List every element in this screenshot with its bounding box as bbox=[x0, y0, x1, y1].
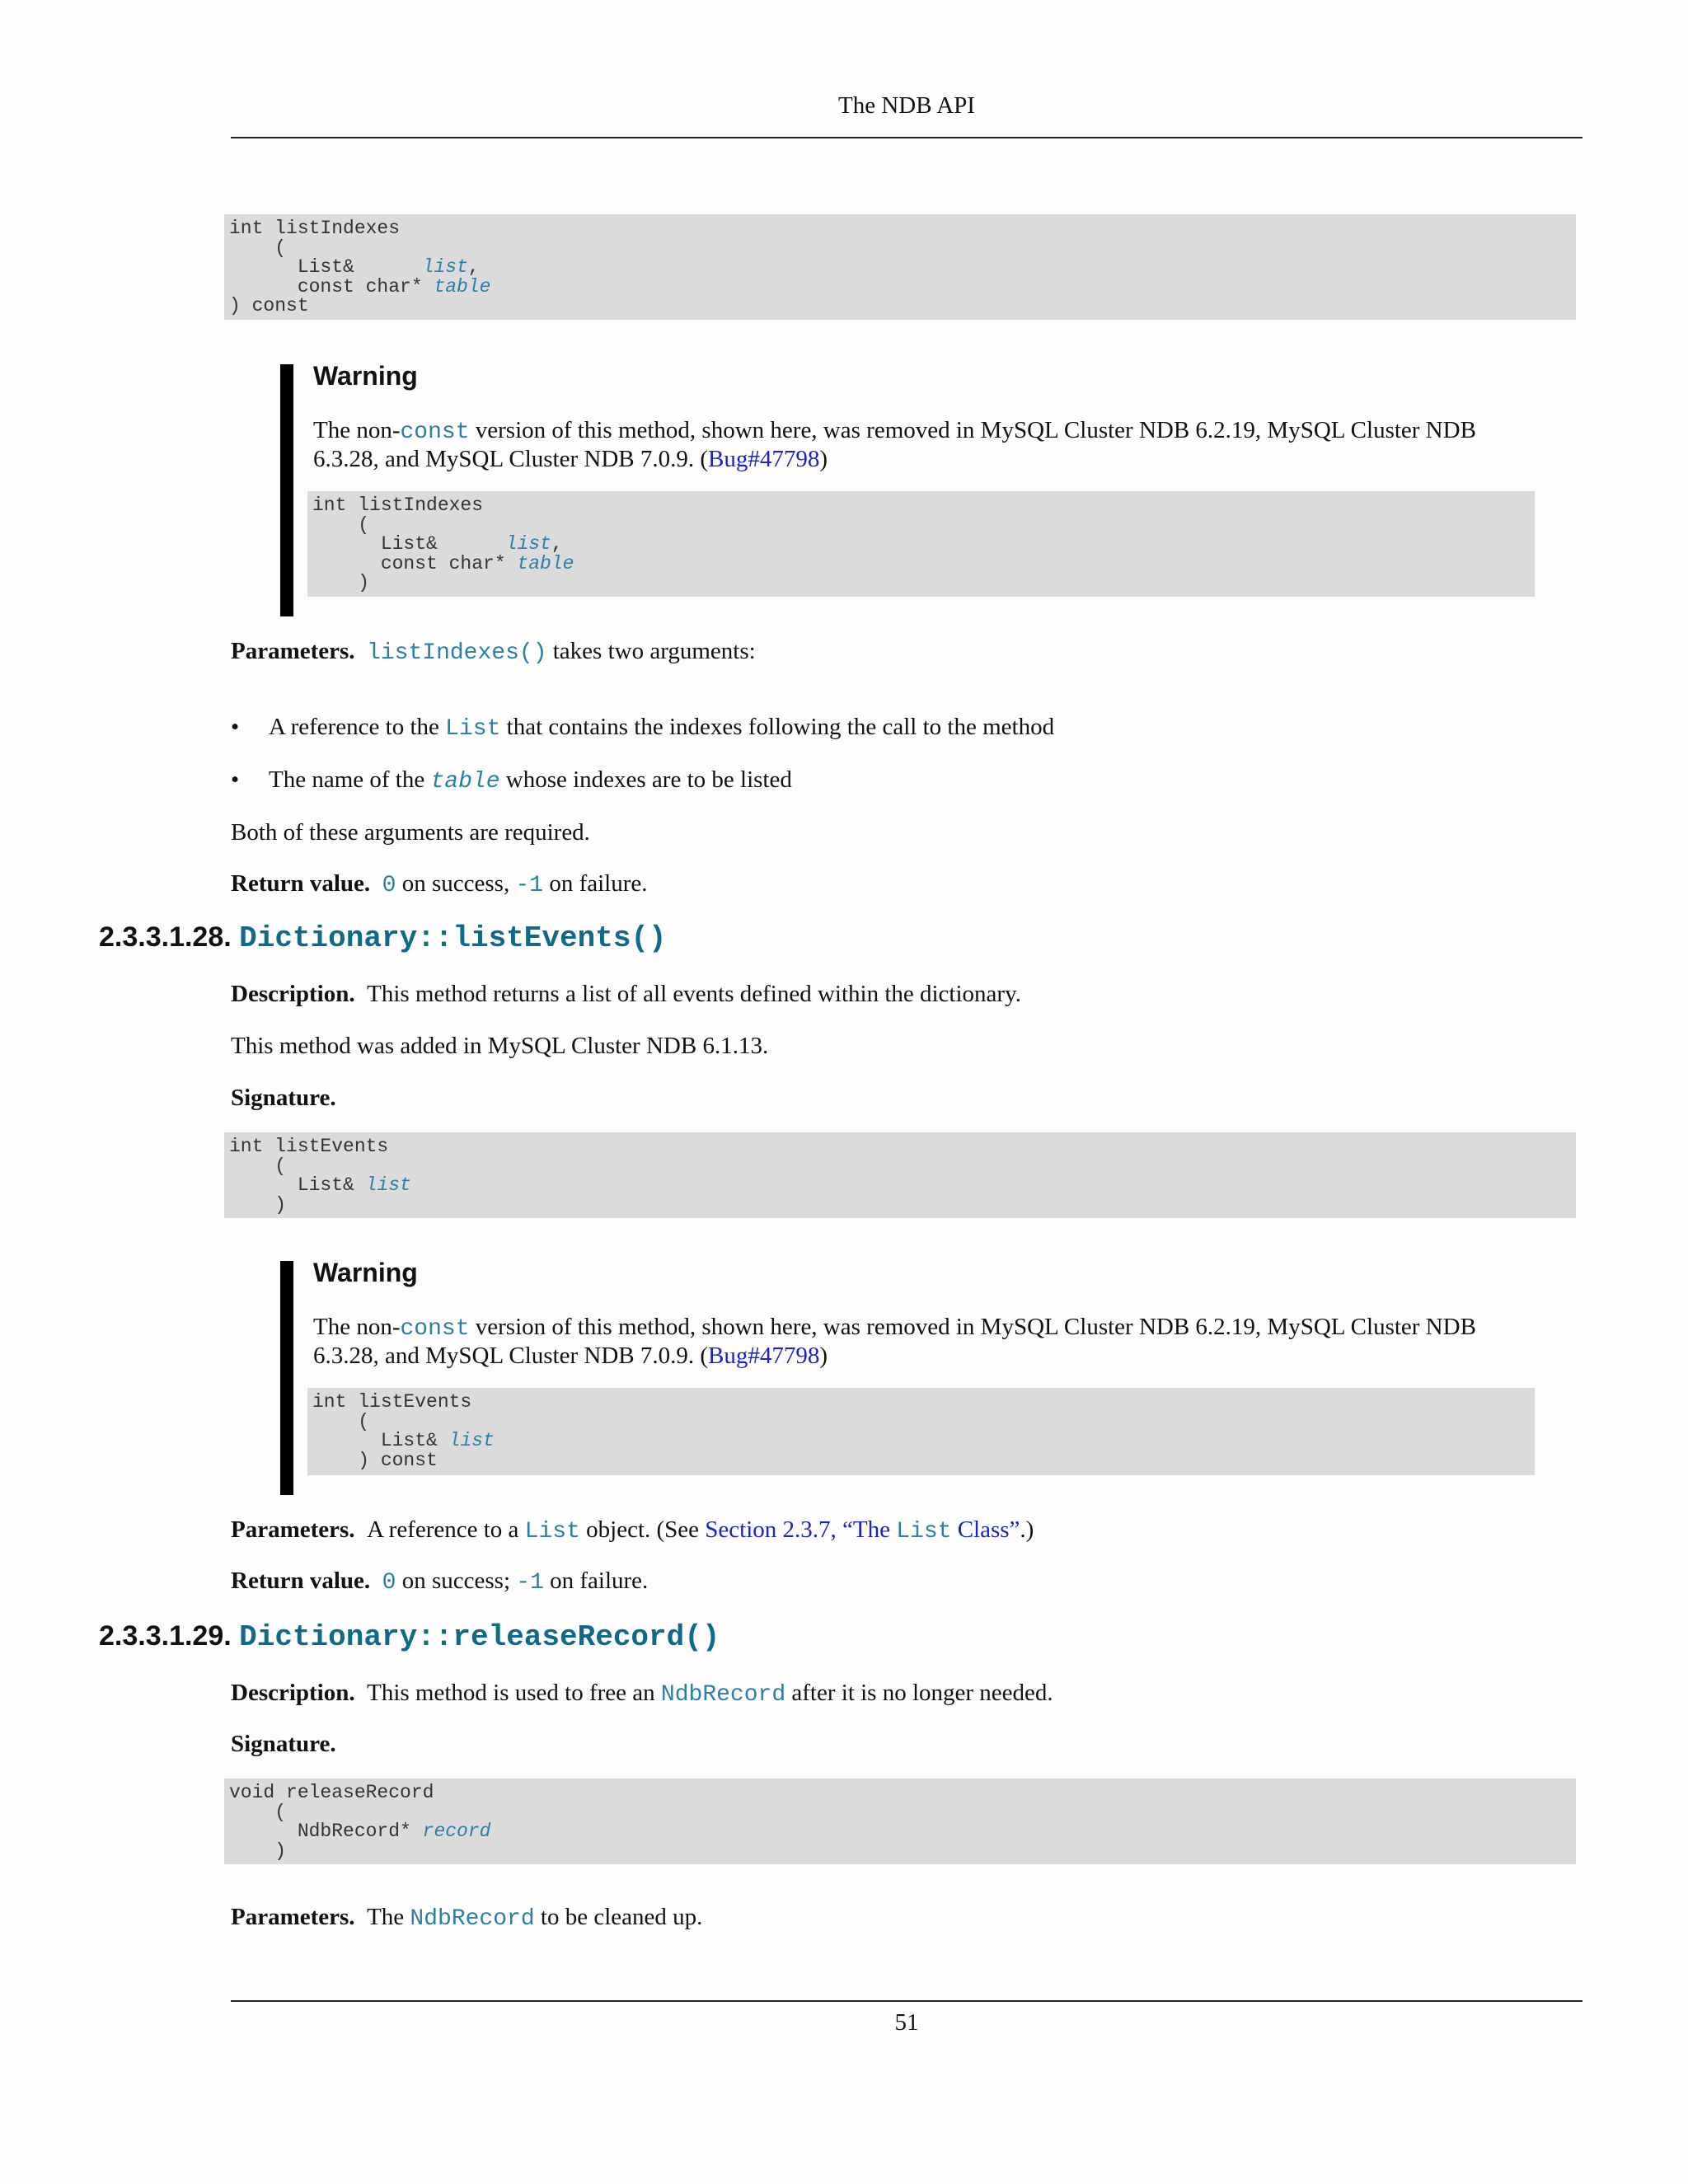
warning-text-part: The non- bbox=[313, 1314, 401, 1340]
warning-text bbox=[313, 1314, 1533, 1370]
description-text: This method is used to free an bbox=[367, 1680, 661, 1706]
warning-bar bbox=[280, 364, 293, 616]
section-number: 2.3.3.1.29. bbox=[99, 1620, 232, 1652]
code-punct: , bbox=[467, 256, 480, 278]
code-line: List& bbox=[312, 1430, 449, 1451]
inline-code: NdbRecord bbox=[660, 1682, 786, 1708]
code-line: ) const bbox=[312, 1449, 438, 1471]
code-line: ) bbox=[229, 1840, 287, 1862]
signature-label bbox=[231, 1731, 336, 1758]
code-arg: list bbox=[365, 1174, 411, 1196]
inline-code: table bbox=[430, 769, 500, 794]
code-punct: , bbox=[551, 533, 563, 555]
return-value-label: Return value. bbox=[231, 1568, 371, 1594]
list-item-text: whose indexes are to be listed bbox=[499, 766, 792, 793]
parameters-label: Parameters. bbox=[231, 638, 355, 664]
bullet-marker: • bbox=[231, 714, 240, 740]
code-arg: table bbox=[434, 275, 491, 298]
warning-text-part: ) bbox=[819, 1343, 828, 1369]
code-line: void releaseRecord bbox=[229, 1782, 434, 1803]
code-line: ) bbox=[229, 1193, 287, 1216]
section-link-list-class[interactable] bbox=[705, 1516, 1020, 1543]
code-line: ( bbox=[229, 1801, 287, 1823]
section-title: Dictionary::listEvents() bbox=[239, 921, 667, 955]
code-block-releaserecord bbox=[224, 1779, 1576, 1864]
description-paragraph bbox=[231, 981, 1021, 1008]
return-text: on success; bbox=[396, 1568, 517, 1594]
code-arg: list bbox=[448, 1430, 495, 1451]
signature-label bbox=[231, 1085, 336, 1112]
parameters-text: A reference to a bbox=[367, 1516, 525, 1543]
list-item-text: that contains the indexes following the call to the method bbox=[500, 714, 1055, 740]
section-heading-listevents bbox=[99, 921, 667, 955]
code-line: NdbRecord* bbox=[229, 1821, 423, 1842]
parameters-text: to be cleaned up. bbox=[534, 1904, 703, 1930]
list-item-text: A reference to the bbox=[269, 714, 446, 740]
parameters-text: .) bbox=[1020, 1516, 1034, 1543]
return-text: on failure. bbox=[543, 1568, 649, 1594]
code-line: int listIndexes bbox=[312, 494, 484, 516]
code-line: ) const bbox=[229, 295, 309, 316]
inline-code: const bbox=[400, 419, 470, 445]
inline-code: List bbox=[524, 1519, 580, 1544]
code-arg: table bbox=[517, 552, 574, 574]
parameters-text: takes two arguments: bbox=[546, 638, 756, 664]
parameters-label: Parameters. bbox=[231, 1516, 355, 1543]
code-line: ( bbox=[312, 1410, 370, 1432]
code-line: ( bbox=[229, 1155, 287, 1177]
return-text: on success, bbox=[396, 870, 516, 897]
list-item-text: The name of the bbox=[269, 766, 431, 793]
inline-code: listIndexes() bbox=[367, 640, 547, 666]
warning-bar bbox=[280, 1261, 293, 1495]
description-paragraph bbox=[231, 1680, 1053, 1708]
parameters-label: Parameters. bbox=[231, 1904, 355, 1930]
bug-link[interactable]: Bug#47798 bbox=[708, 446, 820, 472]
return-value-paragraph bbox=[231, 1568, 648, 1596]
code-line: int listIndexes bbox=[229, 218, 401, 239]
code-arg: list bbox=[505, 533, 551, 555]
bullet-marker: • bbox=[231, 766, 240, 793]
running-header: The NDB API bbox=[838, 92, 975, 119]
list-item bbox=[269, 766, 792, 795]
warning-title: Warning bbox=[313, 1258, 418, 1287]
signature-label-text: Signature. bbox=[231, 1731, 336, 1757]
section-title: Dictionary::releaseRecord() bbox=[239, 1620, 720, 1654]
added-note: This method was added in MySQL Cluster NDB 6.1.13. bbox=[231, 1033, 769, 1059]
parameters-paragraph bbox=[231, 638, 756, 667]
description-text: after it is no longer needed. bbox=[785, 1680, 1053, 1706]
code-arg: record bbox=[422, 1821, 491, 1842]
inline-code: -1 bbox=[516, 1570, 544, 1596]
code-line: ( bbox=[312, 513, 370, 536]
description-label: Description. bbox=[231, 1680, 355, 1706]
code-block-listindexes bbox=[307, 491, 1535, 597]
inline-code: List bbox=[445, 716, 501, 742]
required-note: Both of these arguments are required. bbox=[231, 819, 590, 846]
warning-text bbox=[313, 417, 1533, 473]
section-heading-releaserecord bbox=[99, 1620, 720, 1654]
header-rule bbox=[231, 137, 1582, 138]
code-line: int listEvents bbox=[229, 1136, 389, 1157]
inline-code: NdbRecord bbox=[410, 1906, 535, 1932]
code-line: List& bbox=[312, 533, 506, 555]
return-value-label: Return value. bbox=[231, 870, 371, 897]
inline-code: List bbox=[896, 1519, 952, 1544]
code-block-listevents-const bbox=[307, 1388, 1535, 1475]
link-text: Section 2.3.7, “The bbox=[705, 1516, 897, 1543]
code-line: const char* bbox=[229, 275, 434, 298]
code-line: List& bbox=[229, 1174, 366, 1196]
code-arg: list bbox=[422, 256, 468, 278]
warning-text-part: version of this method, shown here, was removed in MySQL Cluster NDB 6.2.19, MySQL Cluster NDB 6.3.28, and MySQL Cluster NDB 7.0.9. ( bbox=[313, 1314, 1476, 1369]
link-text: Class” bbox=[951, 1516, 1020, 1543]
return-value-paragraph bbox=[231, 870, 648, 899]
return-text: on failure. bbox=[543, 870, 648, 897]
code-line: ) bbox=[312, 572, 370, 593]
footer-rule bbox=[231, 2000, 1582, 2002]
code-block-listindexes-const bbox=[224, 214, 1576, 320]
parameters-text: object. (See bbox=[579, 1516, 706, 1543]
warning-text-part: ) bbox=[819, 446, 828, 472]
description-text: This method returns a list of all events defined within the dictionary. bbox=[367, 981, 1021, 1007]
code-line: ( bbox=[229, 237, 287, 259]
parameters-text: The bbox=[367, 1904, 410, 1930]
code-block-listevents bbox=[224, 1132, 1576, 1218]
description-label: Description. bbox=[231, 981, 355, 1007]
bug-link[interactable]: Bug#47798 bbox=[708, 1343, 820, 1369]
inline-code: 0 bbox=[382, 1570, 396, 1596]
warning-text-part: version of this method, shown here, was removed in MySQL Cluster NDB 6.2.19, MySQL Cluster NDB 6.3.28, and MySQL Cluster NDB 7.0.9. ( bbox=[313, 417, 1476, 472]
inline-code: 0 bbox=[382, 873, 396, 898]
inline-code: -1 bbox=[515, 873, 544, 898]
section-number: 2.3.3.1.28. bbox=[99, 921, 232, 953]
parameters-paragraph bbox=[231, 1516, 1034, 1545]
warning-title: Warning bbox=[313, 361, 418, 391]
inline-code: const bbox=[400, 1316, 470, 1342]
code-line: const char* bbox=[312, 552, 518, 574]
code-line: int listEvents bbox=[312, 1391, 472, 1413]
list-item bbox=[269, 714, 1054, 743]
code-line: List& bbox=[229, 256, 423, 278]
page-number: 51 bbox=[894, 2009, 919, 2036]
warning-text-part: The non- bbox=[313, 417, 401, 443]
parameters-paragraph bbox=[231, 1904, 702, 1933]
signature-label-text: Signature. bbox=[231, 1085, 336, 1111]
